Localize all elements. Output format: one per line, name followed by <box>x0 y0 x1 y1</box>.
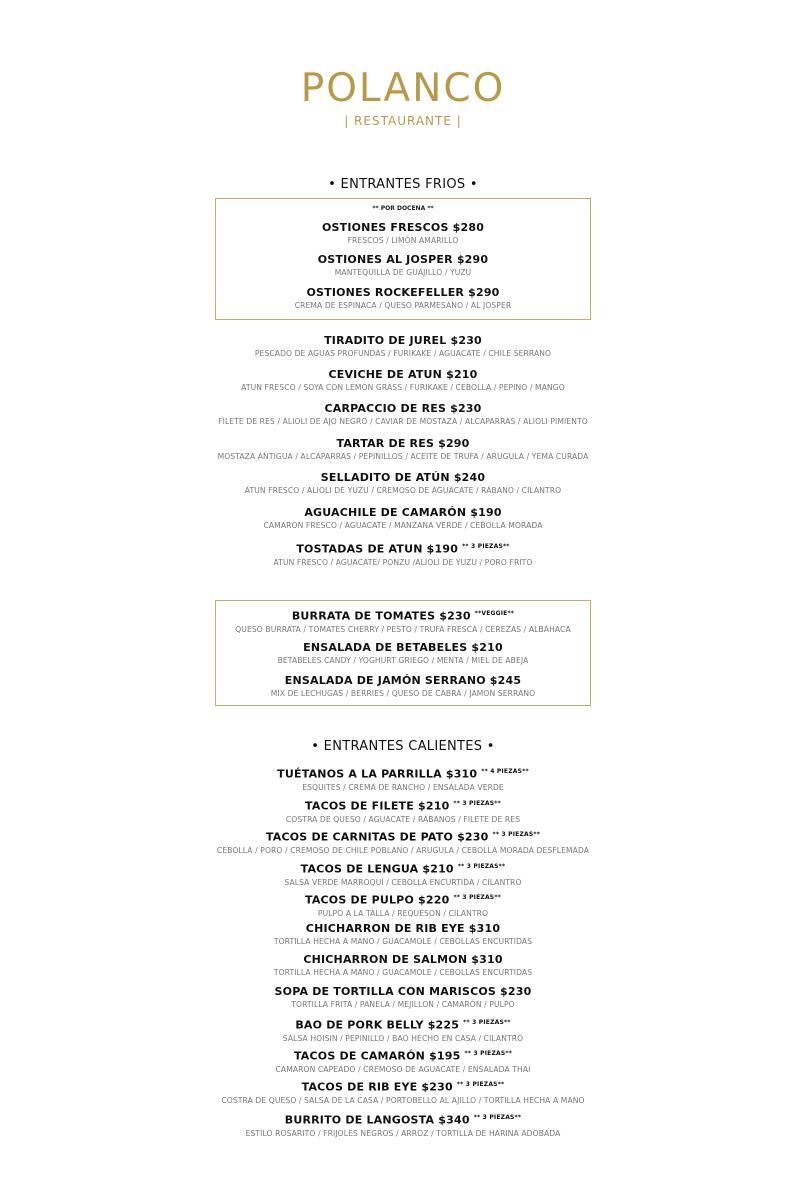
item-name-text: TACOS DE PULPO $220 <box>304 893 450 907</box>
section-title-entrantes-calientes: • ENTRANTES CALIENTES • <box>311 739 495 754</box>
item-name-text: TACOS DE LENGUA $210 <box>300 862 454 876</box>
section-title-entrantes-frios: • ENTRANTES FRIOS • <box>328 177 478 192</box>
item-name: OSTIONES ROCKEFELLER $290 <box>306 286 500 299</box>
item-description: TORTILLA FRITA / PANELA / MEJILLON / CAMARÓN / PULPO <box>291 1000 515 1009</box>
item-description: ATUN FRESCO / AGUACATE/ PONZU /ALIOLI DE YUZU / PORO FRITO <box>273 557 533 567</box>
item-description: MANTEQUILLA DE GUAJILLO / YUZU <box>334 268 472 277</box>
item-name <box>0 540 806 557</box>
logo-subtitle: | RESTAURANTE | <box>344 114 462 128</box>
item-note: ** 3 PIEZAS** <box>457 863 506 870</box>
menu-item <box>0 828 806 857</box>
item-name <box>0 1078 806 1095</box>
item-name-text: TACOS DE CAMARÓN $195 <box>293 1049 461 1063</box>
item-name <box>0 891 806 908</box>
item-name: CHICHARRON DE RIB EYE $310 <box>305 922 501 935</box>
item-description: MIX DE LECHUGAS / BERRIES / QUESO DE CABRA / JAMON SERRANO <box>270 689 536 698</box>
item-name: OSTIONES FRESCOS $280 <box>321 221 485 234</box>
item-description: ESTILO ROSARITO / FRIJOLES NEGROS / ARROZ / TORTILLA DE HARINA ADOBADA <box>245 1128 561 1138</box>
item-note: ** 3 PIEZAS** <box>453 894 502 901</box>
item-name: CHICHARRON DE SALMON $310 <box>303 953 503 966</box>
item-name <box>0 1047 806 1064</box>
item-description: SALSA HOISIN / PEPINILLO / BAO HECHO EN CASA / CILANTRO <box>282 1033 524 1043</box>
item-description: CAMARON FRESCO / AGUACATE / MANZANA VERDE / CEBOLLA MORADA <box>263 521 543 530</box>
menu-item <box>0 253 806 279</box>
item-description: TORTILLA HECHA A MANO / GUACAMOLE / CEBOLLAS ENCURTIDAS <box>273 937 533 946</box>
menu-item <box>0 334 806 360</box>
menu-item <box>0 540 806 569</box>
item-name <box>0 828 806 845</box>
menu-item <box>0 221 806 247</box>
item-name-text: TACOS DE RIB EYE $230 <box>301 1080 453 1094</box>
item-description: ATUN FRESCO / ALIOLI DE YUZU / CREMOSO DE AGUACATE / RÁBANO / CILANTRO <box>244 486 562 495</box>
item-name-text: BURRITO DE LANGOSTA $340 <box>284 1113 470 1127</box>
menu-item <box>0 985 806 1011</box>
menu-item <box>0 765 806 794</box>
menu-item <box>0 607 806 636</box>
menu-item <box>0 674 806 700</box>
menu-item <box>0 891 806 920</box>
item-note: ** 3 PIEZAS** <box>492 831 541 838</box>
item-note: ** 3 PIEZAS** <box>462 543 510 550</box>
item-description: FRESCOS / LIMÓN AMARILLO <box>347 236 459 245</box>
item-description: FILETE DE RES / ALIOLI DE AJO NEGRO / CAVIAR DE MOSTAZA / ALCAPARRAS / ALIOLI PIMIENTO <box>218 417 588 426</box>
item-name-text: TACOS DE FILETE $210 <box>305 799 450 813</box>
menu-item <box>0 922 806 948</box>
box-note-por-docena: ** POR DOCENA ** <box>372 205 434 212</box>
menu-item <box>0 402 806 428</box>
menu-item <box>0 506 806 532</box>
menu-item <box>0 1016 806 1045</box>
item-name: CARPACCIO DE RES $230 <box>324 402 482 415</box>
item-name: OSTIONES AL JOSPER $290 <box>317 253 489 266</box>
menu-item <box>0 368 806 394</box>
item-description: BETABELES CANDY / YOGHURT GRIEGO / MENTA / MIEL DE ABEJA <box>277 656 529 665</box>
item-name: TIRADITO DE JUREL $230 <box>324 334 482 347</box>
item-name: AGUACHILE DE CAMARÓN $190 <box>304 506 502 519</box>
item-name <box>0 765 806 782</box>
item-name-text: BAO DE PORK BELLY $225 <box>295 1018 460 1032</box>
menu-item <box>0 641 806 667</box>
item-description: COSTRA DE QUESO / AGUACATE / RÁBANOS / FILETE DE RES <box>285 814 521 824</box>
item-description: MOSTAZA ANTIGUA / ALCAPARRAS / PEPINILLOS / ACEITE DE TRUFA / ARUGULA / YEMA CURADA <box>217 452 589 461</box>
item-name <box>0 607 806 624</box>
item-description: ESQUITES / CREMA DE RANCHO / ENSALADA VERDE <box>302 782 504 792</box>
menu-item <box>0 1111 806 1140</box>
item-note: ** 4 PIEZAS** <box>481 768 529 775</box>
item-name: TARTAR DE RES $290 <box>336 437 470 450</box>
menu-item <box>0 471 806 497</box>
item-name-text: TUÉTANOS A LA PARRILLA $310 <box>277 767 478 781</box>
item-name <box>0 1016 806 1033</box>
item-description: PULPO A LA TALLA / REQUESON / CILANTRO <box>317 908 489 918</box>
item-description: SALSA VERDE MARROQUÍ / CEBOLLA ENCURTIDA / CILANTRO <box>284 877 522 887</box>
item-name <box>0 1111 806 1128</box>
item-name-text: TOSTADAS DE ATUN $190 <box>296 542 459 556</box>
item-description: TORTILLA HECHA A MANO / GUACAMOLE / CEBOLLAS ENCURTIDAS <box>273 968 533 977</box>
item-note: ** 3 PIEZAS** <box>453 800 501 807</box>
item-name-text: TACOS DE CARNITAS DE PATO $230 <box>265 830 489 844</box>
menu-item <box>0 437 806 463</box>
restaurant-logo <box>0 66 806 128</box>
item-name: SELLADITO DE ATÚN $240 <box>320 471 486 484</box>
item-name: ENSALADA DE JAMÓN SERRANO $245 <box>284 674 522 687</box>
item-note: ** 3 PIEZAS** <box>456 1081 505 1088</box>
item-name: ENSALADA DE BETABELES $210 <box>303 641 503 654</box>
item-description: CREMA DE ESPINACA / QUESO PARMESANO / AL JOSPER <box>294 301 512 310</box>
item-description: QUESO BURRATA / TOMATES CHERRY / PESTO / TRUFA FRESCA / CEREZAS / ALBAHACA <box>235 624 571 634</box>
item-note: ** 3 PIEZAS** <box>464 1050 513 1057</box>
menu-item <box>0 860 806 889</box>
logo-wordmark: POLANCO <box>300 66 506 111</box>
menu-item <box>0 953 806 979</box>
menu-item <box>0 1078 806 1107</box>
item-name: CEVICHE DE ATUN $210 <box>328 368 478 381</box>
menu-item <box>0 797 806 826</box>
item-note: **VEGGIE** <box>474 610 515 617</box>
item-name <box>0 860 806 877</box>
item-note: ** 3 PIEZAS** <box>473 1114 522 1121</box>
item-note: ** 3 PIEZAS** <box>463 1019 511 1026</box>
menu-item <box>0 286 806 312</box>
item-description: PESCADO DE AGUAS PROFUNDAS / FURIKAKE / AGUACATE / CHILE SERRANO <box>254 349 552 358</box>
item-description: COSTRA DE QUESO / SALSA DE LA CASA / PORTOBELLO AL AJILLO / TORTILLA HECHA A MANO <box>221 1095 585 1105</box>
item-name <box>0 797 806 814</box>
item-name-text: BURRATA DE TOMATES $230 <box>291 609 471 623</box>
menu-item <box>0 1047 806 1076</box>
item-description: ATUN FRESCO / SOYA CON LEMON GRASS / FURIKAKE / CEBOLLA / PEPINO / MANGO <box>241 383 565 392</box>
item-description: CAMARON CAPEADO / CREMOSO DE AGUACATE / ENSALADA THAI <box>275 1064 531 1074</box>
item-name: SOPA DE TORTILLA CON MARISCOS $230 <box>274 985 532 998</box>
item-description: CEBOLLA / PORO / CREMOSO DE CHILE POBLANO / ARUGULA / CEBOLLA MORADA DESFLEMADA <box>216 845 590 855</box>
